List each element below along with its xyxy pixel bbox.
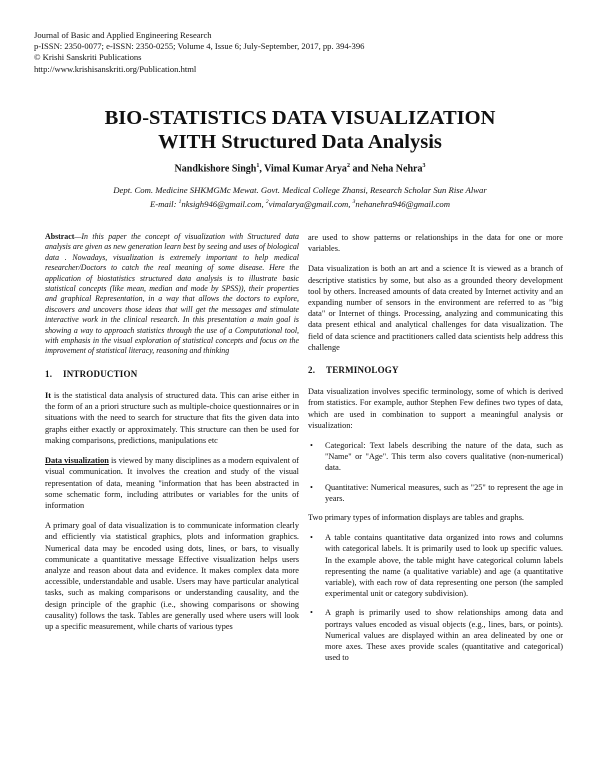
author-3-sup: 3 [422,163,426,169]
list-item [308,482,563,504]
bullet-icon: • [310,608,313,618]
email-1[interactable]: nksigh946@gmail.com, [181,198,266,209]
right-column [308,232,563,672]
section-title: TERMINOLOGY [326,365,399,376]
journal-name: Journal of Basic and Applied Engineering Research [34,30,212,40]
intro-lead-1: It [45,391,51,401]
author-1: Nandkishore Singh [174,163,257,175]
list-item [308,440,563,474]
intro-paragraph-2 [45,455,299,511]
bullet-icon: • [310,441,313,451]
right-paragraph-2: Data visualization is both an art and a science It is viewed as a branch of descriptive statistics by some, but also as a grounded theory development tool by others. Increased amounts of data created by Internet activity and an expanding number of sensors in the environment are referred to as "big data" or Internet of things. Processing, analyzing and communicating this data present ethical and analytical challenges for data visualization. The field of data science and practitioners called data scientists help address this challenge [308,264,563,352]
author-2: Vimal Kumar Arya [264,163,347,175]
email-sup-2: 2 [265,199,269,205]
abstract-label: Abstract [45,232,75,241]
author-sep-2: and [349,163,372,175]
list-item-text: Quantitative: Numerical measures, such as "25" to represent the age in years. [325,482,563,503]
author-3: Neha Nehra [371,163,423,175]
intro-paragraph-3: A primary goal of data visualization is to communicate information clearly and efficiently via statistical graphics, plots and information graphics. Numerical data may be encoded using dots, lines, or bars, to visually communicate a quantitative message Effective visualization helps users analyze and reason about data and evidence. It makes complex data more accessible, understandable and usable. Users may have particular analytical tasks, such as making comparisons or understanding causality, and the design principle of the graphic (i.e., showing comparisons or showing causality) follows the task. Tables are generally used where users will look up a specific measurement, while charts of various types [45,521,299,631]
intro-text-1: is the statistical data analysis of structured data. This can arise either in the form of an a priori structure such as multiple-choice questionnaires or in situations with the need to search for structure that fits the given data into graphs either exactly or approximately. This structure can then be used for making comparisons, predictions, manipulations etc [45,391,299,445]
title-line-1: BIO-STATISTICS DATA VISUALIZATION [104,107,496,129]
abstract-text: —In this paper the concept of visualization with Structured data analysis are given as new generation learn best by seeing and uses of biological data . Nowadays, visualization is extremely important to help medical researcher/Doctors to catch the real meaning of some disease. Here the application of biostatistics structured data analysis is to illustrate basic statistical concepts (like mean, median and mode by SPSS)), their properties and graphical Representation, in a way that allows the doctors to explore, discovers and uncovers those ideas that will get the messages and stimulate interactive work in the clinical research. In this presentation a main goal is showing a way to approach statistics through the use of a Computational tool, with emphasis in the visual exploration of statistical concepts and focus on the improvement of statistical literacy, reasoning and thinking [45,232,299,356]
bullet-icon: • [310,533,313,543]
intro-text-2: is viewed by many disciplines as a modern equivalent of visual communication. It involves the creation and study of the visual representation of data, meaning "information that has been abstracted in some schematic form, including attributes or variables for the units of information [45,456,299,510]
section-heading-introduction [45,369,299,380]
email-3[interactable]: nehanehra946@gmail.com [355,198,451,209]
data-types-list [308,440,563,504]
right-paragraph-1: are used to show patterns or relationships in the data for one or more variables. [308,233,563,254]
email-line [0,196,600,210]
section-number: 1. [45,368,53,379]
list-item-text: Categorical: Text labels describing the nature of the data, such as "Name" or "Age". This term also covers qualitative (non-numerical) data. [325,441,563,473]
email-prefix: E-mail: [149,198,179,209]
email-sup-1: 1 [178,199,182,205]
section-title: INTRODUCTION [63,368,138,379]
journal-issn: p-ISSN: 2350-0077; e-ISSN: 2350-0255; Volume 4, Issue 6; July-September, 2017, pp. 394-396 [34,41,365,52]
author-list [0,163,600,174]
author-2-sup: 2 [346,163,350,169]
list-item [308,532,563,599]
section-number: 2. [308,365,316,376]
intro-paragraph-1 [45,390,299,446]
list-item-text: A graph is primarily used to show relationships among data and portrays values encoded as visual objects (e.g., lines, bars, or points). Numerical values are displayed within an area delineated by one or more axes. These axes provide scales (quantitative and categorical) used to [325,608,563,663]
journal-header [34,30,364,75]
display-types-list [308,532,563,663]
affiliation [0,184,600,210]
list-item-text: A table contains quantitative data organized into rows and columns with categorical labels. It is primarily used to look up specific values. In the example above, the table might have categorical column labels representing the name (a qualitative variable) and age (a quantitative variable), with each row of data representing one person (the sampled experimental unit or category subdivision). [325,533,563,599]
journal-url[interactable]: http://www.krishisanskriti.org/Publication.html [34,63,197,74]
affiliation-line: Dept. Com. Medicine SHKMGMc Mewat. Govt. Medical College Zhansi, Research Scholar Sun Rise Alwar [113,185,487,195]
journal-copyright: © Krishi Sanskriti Publications [34,52,142,63]
paper-title [0,106,600,154]
title-line-2: WITH Structured Data Analysis [158,131,442,153]
email-sup-3: 3 [352,199,356,205]
list-item [308,607,563,663]
abstract [45,232,299,357]
author-1-sup: 1 [256,163,260,169]
terminology-paragraph-2: Two primary types of information displays are tables and graphs. [308,513,525,523]
author-sep-1: , [259,163,265,175]
terminology-paragraph-1: Data visualization involves specific terminology, some of which is derived from statistics. For example, author Stephen Few defines two types of data, which are used in combination to support a meaningful analysis or visualization: [308,387,563,430]
email-2[interactable]: vimalarya@gmail.com, [268,198,353,209]
intro-lead-2: Data visualization [45,456,109,466]
left-column [45,232,299,641]
section-heading-terminology [308,365,563,376]
bullet-icon: • [310,482,313,492]
